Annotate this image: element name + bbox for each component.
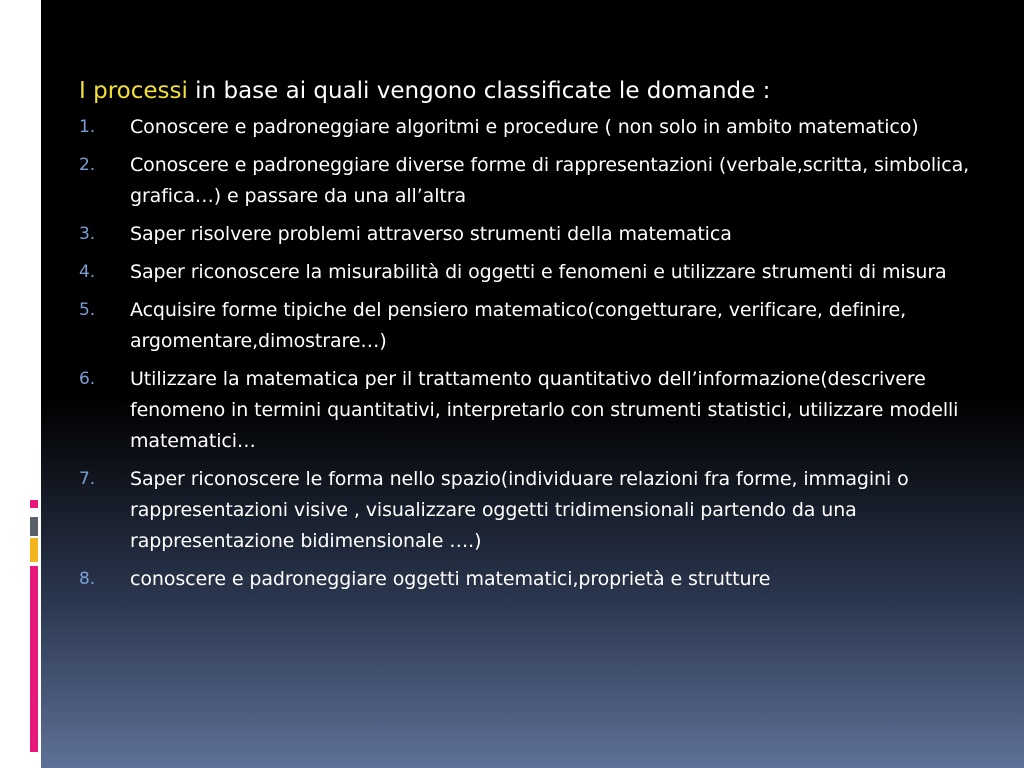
list-number: 5. <box>79 300 96 320</box>
list-number: 3. <box>79 224 96 244</box>
slide-content <box>79 76 979 602</box>
list-item <box>79 364 979 457</box>
list-item <box>79 564 979 595</box>
list-item <box>79 219 979 250</box>
decorative-pink-square <box>30 500 38 508</box>
list-item <box>79 150 979 212</box>
heading-highlight: I processi <box>79 78 188 104</box>
list-item <box>79 257 979 288</box>
decorative-pink-bar <box>30 566 38 752</box>
list-text: conoscere e padroneggiare oggetti matematici,proprietà e strutture <box>130 568 771 590</box>
list-text: Utilizzare la matematica per il trattamento quantitativo dell’informazione(descrivere fenomeno in termini quantitativi, interpretarlo con strumenti statistici, utilizzare modelli matematici… <box>130 368 959 452</box>
left-strip <box>0 0 41 768</box>
list-number: 8. <box>79 569 96 589</box>
list-item <box>79 464 979 557</box>
slide-heading <box>79 76 979 106</box>
list-text: Saper riconoscere la misurabilità di oggetti e fenomeni e utilizzare strumenti di misura <box>130 261 947 283</box>
list-text: Conoscere e padroneggiare algoritmi e procedure ( non solo in ambito matematico) <box>130 116 919 138</box>
list-number: 7. <box>79 469 96 489</box>
process-list <box>79 112 979 595</box>
list-number: 6. <box>79 369 96 389</box>
heading-rest: in base ai quali vengono classificate le domande : <box>187 78 771 104</box>
list-item <box>79 295 979 357</box>
list-item <box>79 112 979 143</box>
list-text: Conoscere e padroneggiare diverse forme di rappresentazioni (verbale,scritta, simbolica, grafica…) e passare da una all’altra <box>130 154 970 207</box>
slide <box>41 0 1024 768</box>
list-number: 2. <box>79 155 96 175</box>
decorative-gray-bar <box>30 517 38 536</box>
list-text: Saper risolvere problemi attraverso strumenti della matematica <box>130 223 732 245</box>
list-text: Saper riconoscere le forma nello spazio(individuare relazioni fra forme, immagini o rappresentazioni visive , visualizzare oggetti tridimensionali partendo da una rappresentazione bidimensionale ….) <box>130 468 909 552</box>
decorative-yellow-bar <box>30 538 38 562</box>
list-number: 4. <box>79 262 96 282</box>
list-number: 1. <box>79 117 96 137</box>
list-text: Acquisire forme tipiche del pensiero matematico(congetturare, verificare, definire, argomentare,dimostrare…) <box>130 299 907 352</box>
